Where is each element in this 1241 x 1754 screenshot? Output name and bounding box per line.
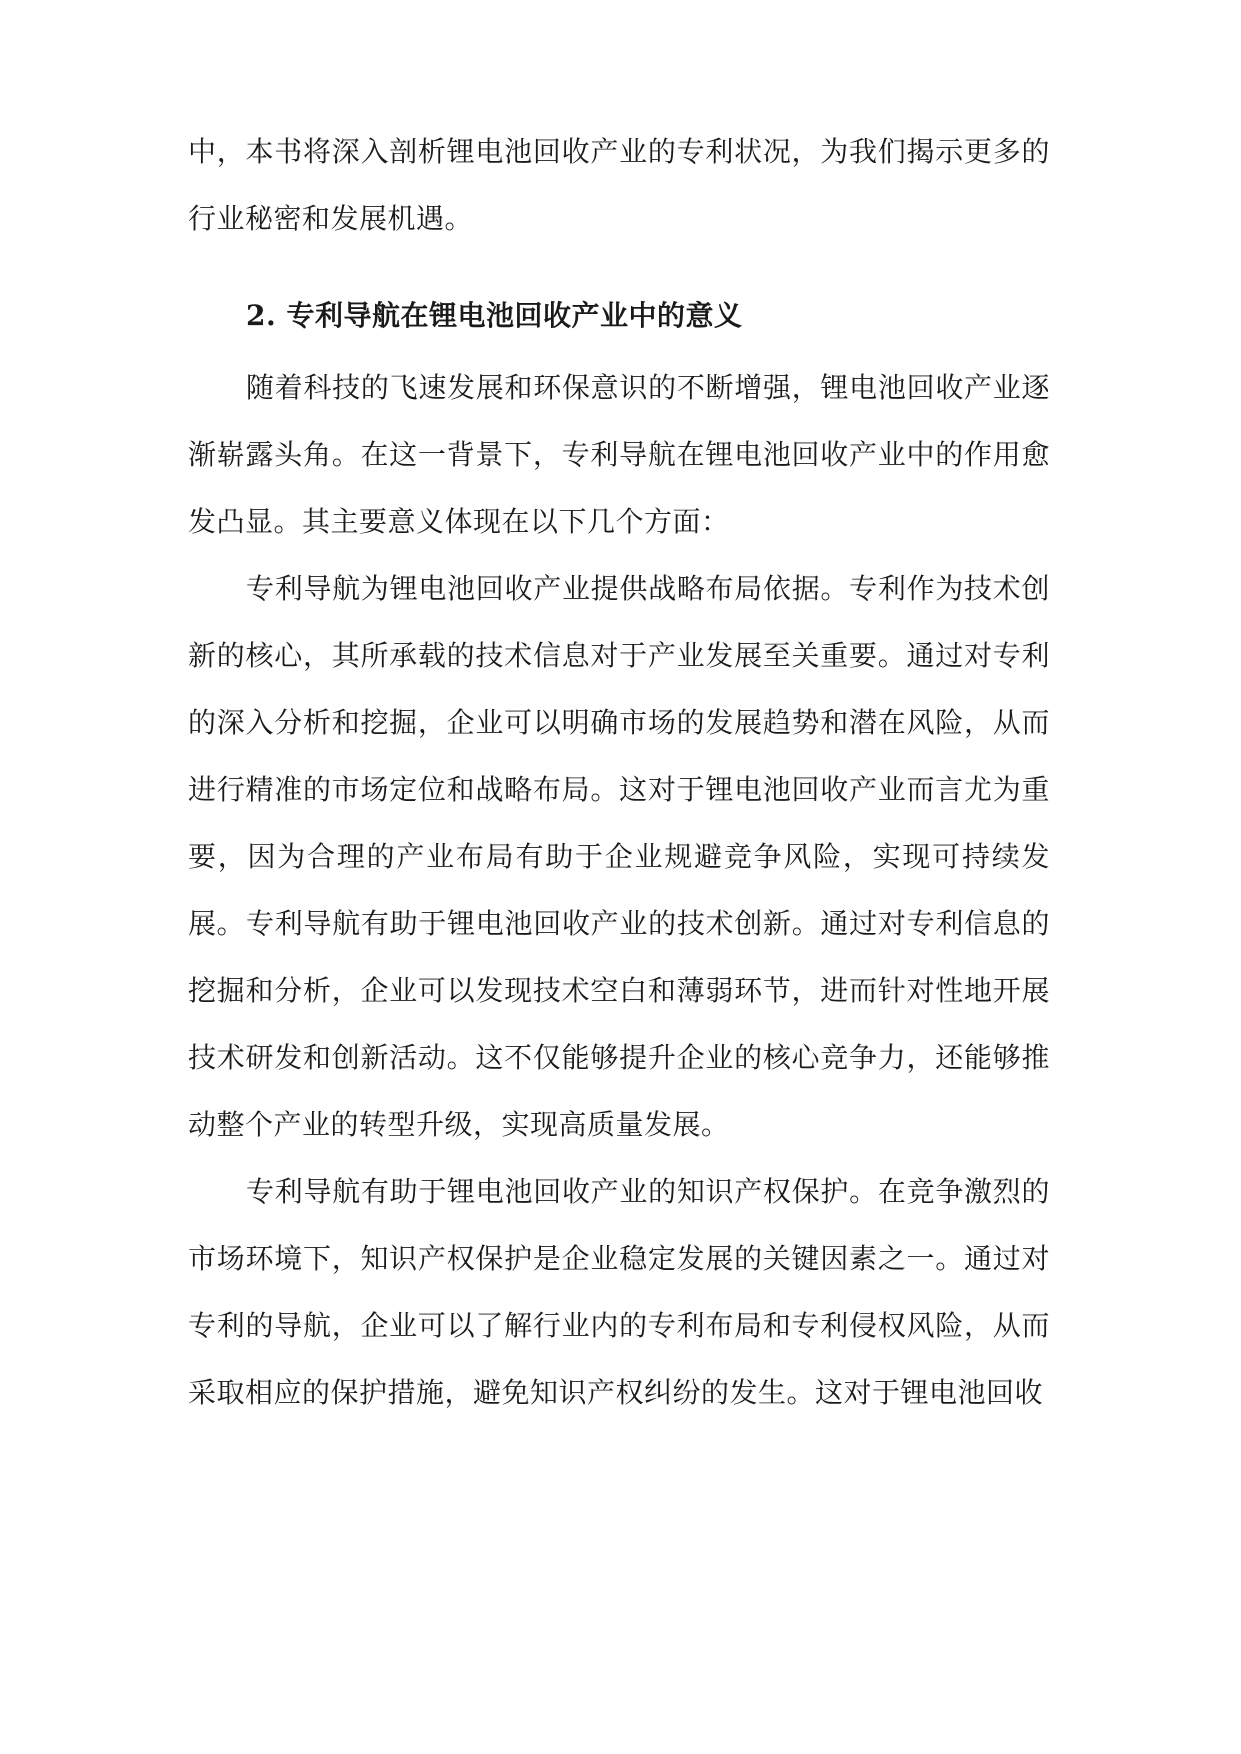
- paragraph-ip-protection: 专利导航有助于锂电池回收产业的知识产权保护。在竞争激烈的市场环境下，知识产权保护是企业稳定发展的关键因素之一。通过对专利的导航，企业可以了解行业内的专利布局和专利侵权风险，从而采取相应的保护措施，避免知识产权纠纷的发生。这对于锂电池回收: [188, 1175, 1050, 1409]
- paragraph-intro: 随着科技的飞速发展和环保意识的不断增强，锂电池回收产业逐渐崭露头角。在这一背景下，专利导航在锂电池回收产业中的作用愈发凸显。其主要意义体现在以下几个方面：: [188, 371, 1050, 538]
- section-heading: 2. 专利导航在锂电池回收产业中的意义: [246, 299, 743, 332]
- continuation-paragraph: 中，本书将深入剖析锂电池回收产业的专利状况，为我们揭示更多的行业秘密和发展机遇。: [188, 135, 1050, 235]
- paragraph-innovation: 专利导航有助于锂电池回收产业的技术创新。通过对专利信息的挖掘和分析，企业可以发现技术空白和薄弱环节，进而针对性地开展技术研发和创新活动。这不仅能够提升企业的核心竞争力，还能够推动整个产业的转型升级，实现高质量发展。: [188, 907, 1050, 1141]
- paragraph-strategy: 专利导航为锂电池回收产业提供战略布局依据。专利作为技术创新的核心，其所承载的技术信息对于产业发展至关重要。通过对专利的深入分析和挖掘，企业可以明确市场的发展趋势和潜在风险，从而进行精准的市场定位和战略布局。这对于锂电池回收产业而言尤为重要，因为合理的产业布局有助于企业规避竞争风险，实现可持续发展。: [188, 572, 1050, 940]
